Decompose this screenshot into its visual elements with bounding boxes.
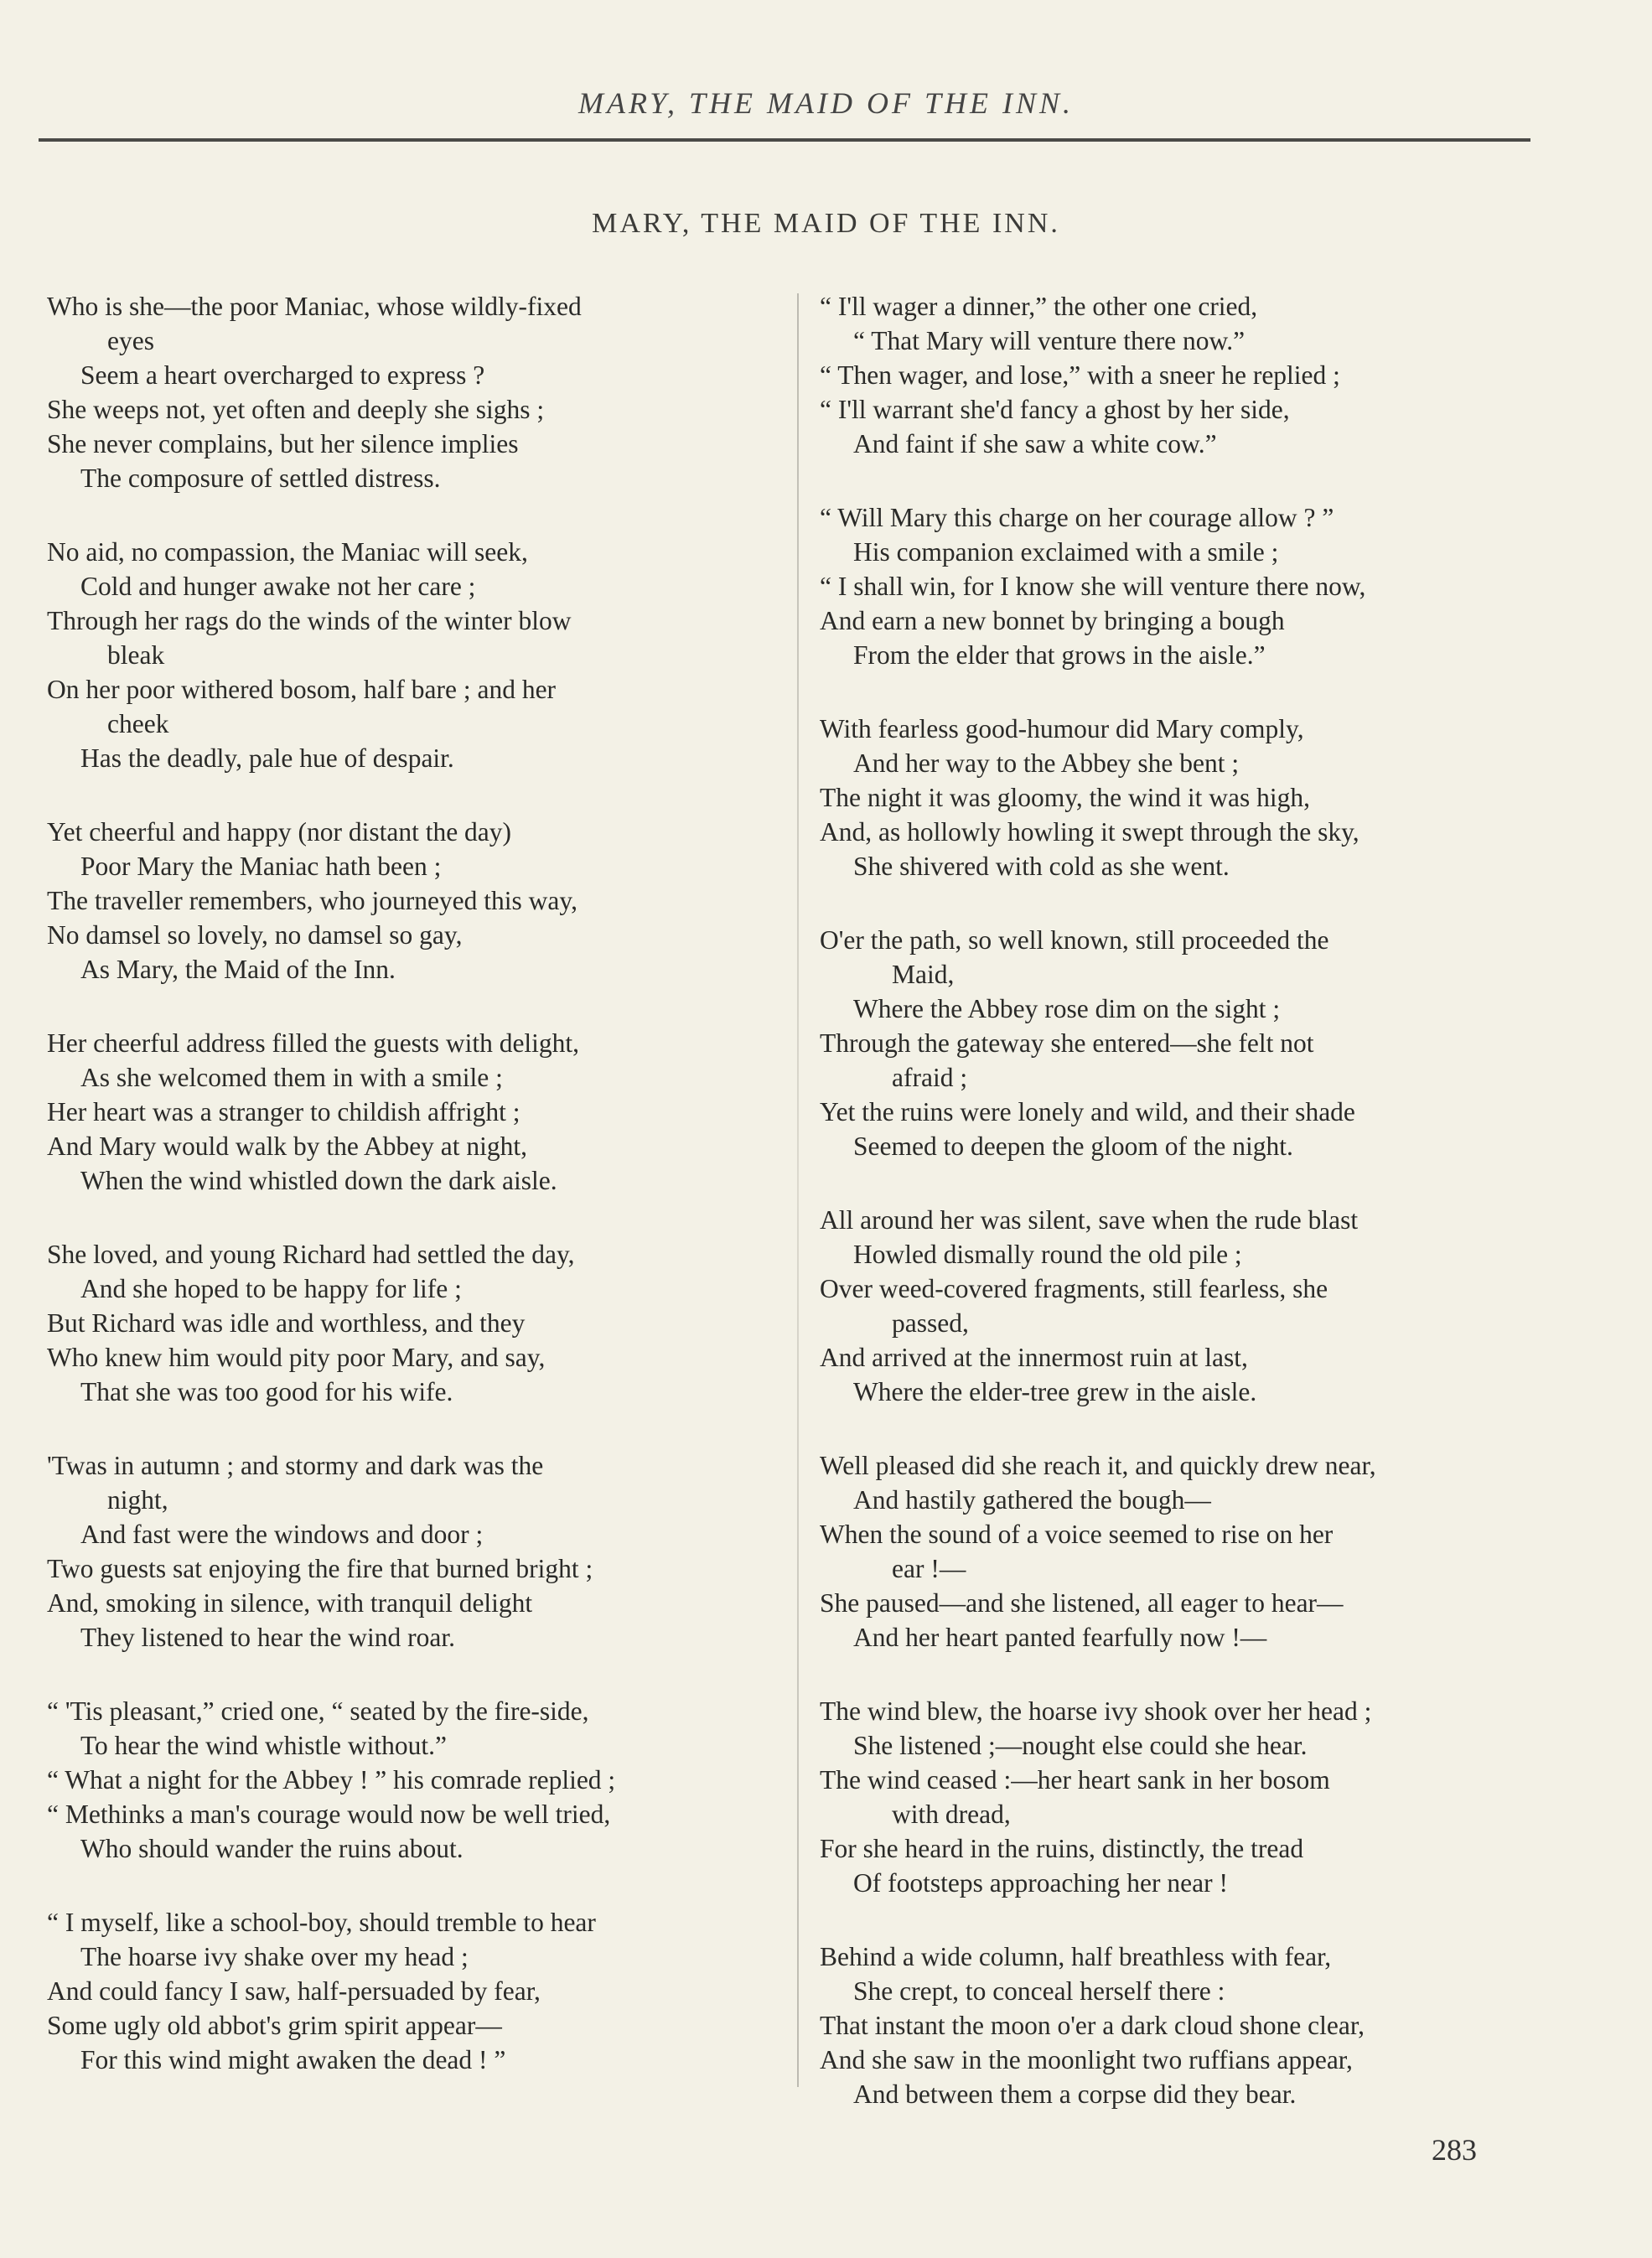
verse-line: Who knew him would pity poor Mary, and say, (47, 1343, 546, 1372)
verse-line: bleak (107, 640, 165, 670)
verse-line: And arrived at the innermost ruin at last, (820, 1343, 1248, 1372)
verse-line: She shivered with cold as she went. (853, 852, 1230, 881)
right-column (820, 289, 1549, 2151)
verse-line: And her heart panted fearfully now !— (853, 1623, 1267, 1652)
verse-line: O'er the path, so well known, still proceeded the (820, 925, 1329, 955)
verse-line: afraid ; (892, 1063, 968, 1092)
stanza (47, 1694, 785, 1866)
verse-line: She listened ;—nought else could she hear. (853, 1731, 1308, 1760)
verse-line: And, as hollowly howling it swept through the sky, (820, 817, 1359, 847)
verse-line: The hoarse ivy shake over my head ; (80, 1942, 469, 1971)
verse-line: For she heard in the ruins, distinctly, the tread (820, 1834, 1304, 1863)
stanza (820, 1448, 1549, 1655)
verse-line: She paused—and she listened, all eager to hear— (820, 1588, 1344, 1618)
verse-line: She loved, and young Richard had settled the day, (47, 1240, 575, 1269)
verse-line: with dread, (892, 1800, 1011, 1829)
left-column (47, 289, 785, 2116)
verse-line: The composure of settled distress. (80, 464, 441, 493)
verse-line: ear !— (892, 1554, 966, 1583)
verse-line: That she was too good for his wife. (80, 1377, 453, 1406)
verse-line: And she saw in the moonlight two ruffians appear, (820, 2045, 1353, 2074)
verse-line: She weeps not, yet often and deeply she sighs ; (47, 395, 545, 424)
verse-line: Her heart was a stranger to childish affright ; (47, 1097, 520, 1126)
verse-line: Poor Mary the Maniac hath been ; (80, 852, 442, 881)
verse-line: Seemed to deepen the gloom of the night. (853, 1132, 1293, 1161)
stanza (820, 289, 1549, 461)
stanza (47, 1448, 785, 1655)
verse-line: Seem a heart overcharged to express ? (80, 360, 485, 390)
verse-line: And hastily gathered the bough— (853, 1485, 1211, 1515)
verse-line: All around her was silent, save when the rude blast (820, 1205, 1359, 1235)
verse-line: Maid, (892, 960, 955, 989)
verse-line: Who should wander the ruins about. (80, 1834, 463, 1863)
running-head: MARY, THE MAID OF THE INN. (577, 86, 1075, 120)
verse-line: And fast were the windows and door ; (80, 1520, 484, 1549)
poem-title: MARY, THE MAID OF THE INN. (592, 208, 1060, 239)
verse-line: No damsel so lovely, no damsel so gay, (47, 920, 463, 950)
verse-line: His companion exclaimed with a smile ; (853, 537, 1279, 567)
verse-line: As she welcomed them in with a smile ; (80, 1063, 503, 1092)
verse-line: “ Will Mary this charge on her courage allow ? ” (820, 503, 1334, 532)
verse-line: Yet cheerful and happy (nor distant the day) (47, 817, 512, 847)
stanza (47, 1237, 785, 1409)
verse-line: “ I'll warrant she'd fancy a ghost by her side, (820, 395, 1290, 424)
page-number: 283 (1432, 2133, 1477, 2167)
verse-line: “ What a night for the Abbey ! ” his comrade replied ; (47, 1765, 616, 1794)
verse-line: Two guests sat enjoying the fire that burned bright ; (47, 1554, 593, 1583)
verse-line: Yet the ruins were lonely and wild, and their shade (820, 1097, 1355, 1126)
stanza (47, 1905, 785, 2077)
column-divider (797, 293, 799, 2087)
verse-line: For this wind might awaken the dead ! ” (80, 2045, 506, 2074)
verse-line: With fearless good-humour did Mary comply, (820, 714, 1304, 743)
stanza (47, 535, 785, 775)
verse-line: Howled dismally round the old pile ; (853, 1240, 1242, 1269)
verse-line: When the sound of a voice seemed to rise on her (820, 1520, 1334, 1549)
verse-line: “ That Mary will venture there now.” (853, 326, 1245, 355)
verse-line: From the elder that grows in the aisle.” (853, 640, 1266, 670)
verse-line: No aid, no compassion, the Maniac will seek, (47, 537, 528, 567)
verse-line: “ I shall win, for I know she will venture there now, (820, 572, 1366, 601)
verse-line: Her cheerful address filled the guests with delight, (47, 1028, 580, 1058)
verse-line: The wind ceased :—her heart sank in her bosom (820, 1765, 1330, 1794)
verse-line: And between them a corpse did they bear. (853, 2079, 1297, 2109)
verse-line: And Mary would walk by the Abbey at night, (47, 1132, 528, 1161)
verse-line: “ Methinks a man's courage would now be well tried, (47, 1800, 611, 1829)
verse-line: “ Then wager, and lose,” with a sneer he replied ; (820, 360, 1340, 390)
stanza (47, 289, 785, 495)
verse-line: They listened to hear the wind roar. (80, 1623, 455, 1652)
verse-line: “ I'll wager a dinner,” the other one cried, (820, 292, 1258, 321)
verse-line: And faint if she saw a white cow.” (853, 429, 1217, 458)
verse-line: When the wind whistled down the dark aisle. (80, 1166, 557, 1195)
verse-line: passed, (892, 1308, 969, 1338)
verse-line: Where the Abbey rose dim on the sight ; (853, 994, 1281, 1023)
verse-line: To hear the wind whistle without.” (80, 1731, 447, 1760)
verse-line: Cold and hunger awake not her care ; (80, 572, 476, 601)
verse-line: But Richard was idle and worthless, and they (47, 1308, 526, 1338)
verse-line: Has the deadly, pale hue of despair. (80, 743, 454, 773)
stanza (47, 815, 785, 987)
verse-line: “ 'Tis pleasant,” cried one, “ seated by the fire-side, (47, 1696, 589, 1726)
verse-line: “ I myself, like a school-boy, should tremble to hear (47, 1908, 596, 1937)
verse-line: And earn a new bonnet by bringing a bough (820, 606, 1285, 635)
stanza (820, 1939, 1549, 2111)
verse-line: Well pleased did she reach it, and quickly drew near, (820, 1451, 1376, 1480)
verse-line: Through the gateway she entered—she felt not (820, 1028, 1314, 1058)
verse-line: night, (107, 1485, 168, 1515)
verse-line: And, smoking in silence, with tranquil delight (47, 1588, 533, 1618)
verse-line: Where the elder-tree grew in the aisle. (853, 1377, 1257, 1406)
header-rule (39, 138, 1530, 142)
verse-line: She crept, to conceal herself there : (853, 1976, 1225, 2006)
verse-line: Through her rags do the winds of the winter blow (47, 606, 572, 635)
verse-line: She never complains, but her silence implies (47, 429, 519, 458)
verse-line: And her way to the Abbey she bent ; (853, 748, 1240, 778)
verse-line: Behind a wide column, half breathless with fear, (820, 1942, 1332, 1971)
verse-line: That instant the moon o'er a dark cloud shone clear, (820, 2011, 1365, 2040)
verse-line: Who is she—the poor Maniac, whose wildly-fixed (47, 292, 582, 321)
verse-line: And she hoped to be happy for life ; (80, 1274, 462, 1303)
verse-line: cheek (107, 709, 169, 738)
stanza (820, 500, 1549, 672)
verse-line: On her poor withered bosom, half bare ; and her (47, 675, 557, 704)
stanza (820, 1694, 1549, 1900)
verse-line: The traveller remembers, who journeyed this way, (47, 886, 577, 915)
verse-line: Over weed-covered fragments, still fearless, she (820, 1274, 1328, 1303)
stanza (820, 712, 1549, 883)
verse-line: The night it was gloomy, the wind it was high, (820, 783, 1311, 812)
verse-line: Of footsteps approaching her near ! (853, 1868, 1228, 1898)
verse-line: The wind blew, the hoarse ivy shook over her head ; (820, 1696, 1372, 1726)
stanza (820, 1203, 1549, 1409)
verse-line: And could fancy I saw, half-persuaded by fear, (47, 1976, 541, 2006)
verse-line: 'Twas in autumn ; and stormy and dark was the (47, 1451, 544, 1480)
verse-line: Some ugly old abbot's grim spirit appear— (47, 2011, 502, 2040)
stanza (47, 1026, 785, 1198)
verse-line: eyes (107, 326, 154, 355)
verse-line: As Mary, the Maid of the Inn. (80, 955, 396, 984)
stanza (820, 923, 1549, 1163)
